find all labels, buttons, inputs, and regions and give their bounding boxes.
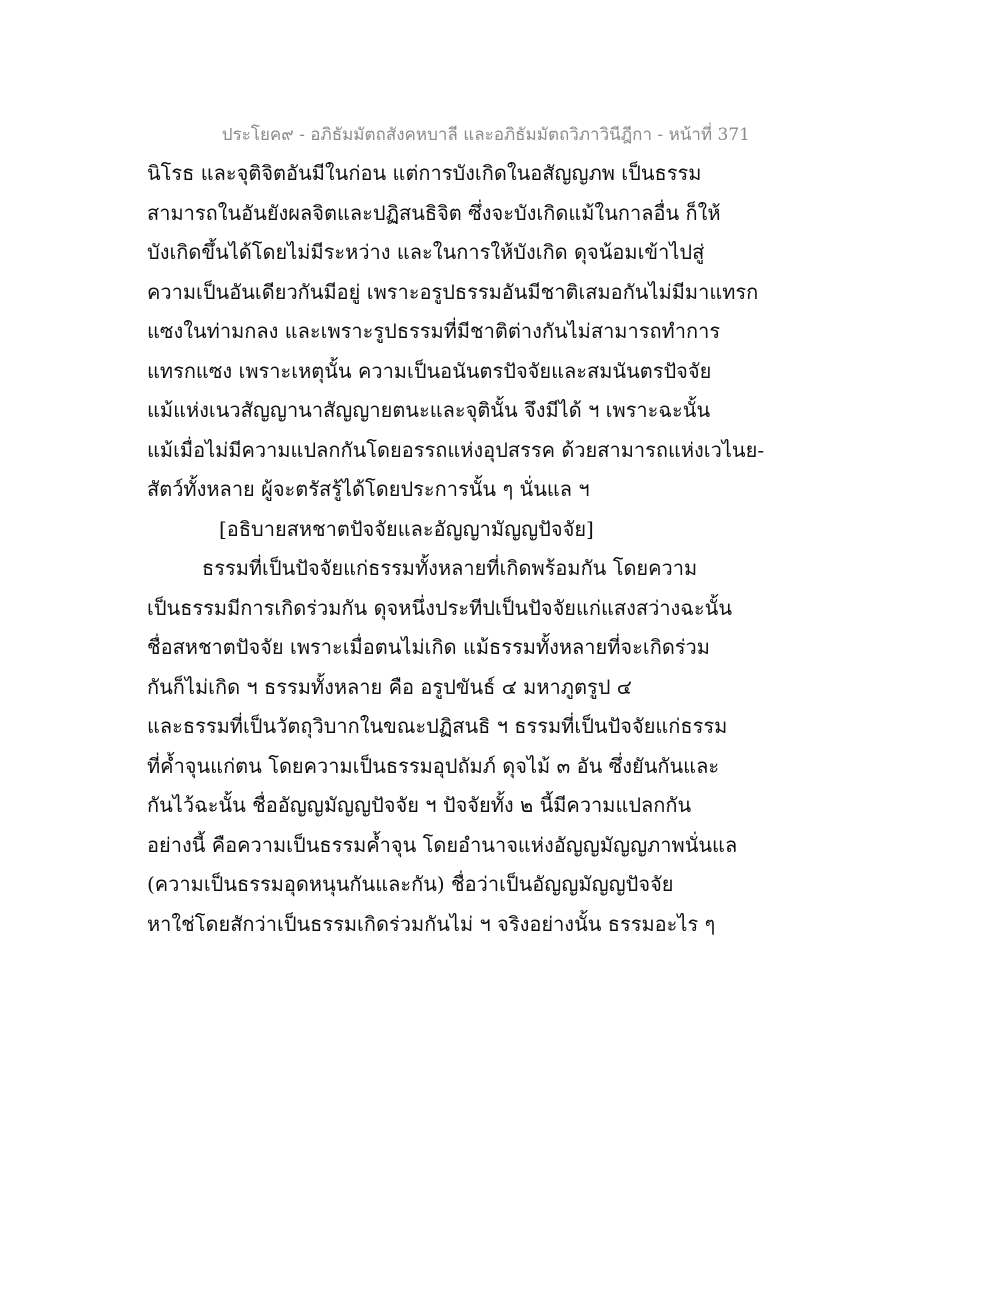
text-line: ชื่อสหชาตปัจจัย เพราะเมื่อตนไม่เกิด แม้ธรรมทั้งหลายที่จะเกิดร่วม bbox=[147, 635, 710, 659]
text-line: ที่ค้ำจุนแก่ตน โดยความเป็นธรรมอุปถัมภ์ ดุจไม้ ๓ อัน ซึ่งยันกันและ bbox=[147, 753, 720, 778]
text-line: และธรรมที่เป็นวัตถุวิบากในขณะปฏิสนธิ ฯ ธรรมที่เป็นปัจจัยแก่ธรรม bbox=[147, 714, 728, 738]
text-line: หาใช่โดยสักว่าเป็นธรรมเกิดร่วมกันไม่ ฯ จริงอย่างนั้น ธรรมอะไร ๆ bbox=[147, 911, 716, 936]
text-line: แทรกแซง เพราะเหตุนั้น ความเป็นอนันตรปัจจัยและสมนันตรปัจจัย bbox=[147, 358, 712, 383]
body-text bbox=[147, 154, 765, 944]
text-line: (ความเป็นธรรมอุดหนุนกันและกัน) ชื่อว่าเป็นอัญญมัญญปัจจัย bbox=[147, 872, 674, 896]
running-header: ประโยค๙ - อภิธัมมัตถสังคหบาลี และอภิธัมมัตถวิภาวินีฎีกา - หน้าที่ 371 bbox=[221, 125, 750, 145]
section-heading: [อธิบายสหชาตปัจจัยและอัญญามัญญปัจจัย] bbox=[219, 516, 594, 541]
text-line: เป็นธรรมมีการเกิดร่วมกัน ดุจหนึ่งประทีปเป็นปัจจัยแก่แสงสว่างฉะนั้น bbox=[147, 595, 733, 620]
text-line: กันไว้ฉะนั้น ชื่ออัญญมัญญปัจจัย ฯ ปัจจัยทั้ง ๒ นี้มีความแปลกกัน bbox=[147, 793, 692, 817]
text-line: สามารถในอันยังผลจิตและปฏิสนธิจิต ซึ่งจะบังเกิดแม้ในกาลอื่น ก็ให้ bbox=[147, 200, 721, 225]
text-line: บังเกิดขึ้นได้โดยไม่มีระหว่าง และในการให้บังเกิด ดุจน้อมเข้าไปสู่ bbox=[147, 240, 705, 264]
text-line: แซงในท่ามกลง และเพราะรูปธรรมที่มีชาติต่างกันไม่สามารถทำการ bbox=[147, 319, 721, 343]
text-line: แม้เมื่อไม่มีความแปลกกันโดยอรรถแห่งอุปสรรค ด้วยสามารถแห่งเวไนย- bbox=[147, 437, 765, 462]
text-line: ความเป็นอันเดียวกันมีอยู่ เพราะอรูปธรรมอันมีชาติเสมอกันไม่มีมาแทรก bbox=[147, 279, 759, 304]
text-line: นิโรธ และจุติจิตอันมีในก่อน แต่การบังเกิดในอสัญญภพ เป็นธรรม bbox=[147, 161, 702, 185]
text-line: สัตว์ทั้งหลาย ผู้จะตรัสรู้ได้โดยประการนั้น ๆ นั่นแล ฯ bbox=[147, 477, 590, 501]
text-line: อย่างนี้ คือความเป็นธรรมค้ำจุน โดยอำนาจแห่งอัญญมัญญภาพนั่นแล bbox=[147, 832, 738, 857]
paragraph-first-line: ธรรมที่เป็นปัจจัยแก่ธรรมทั้งหลายที่เกิดพร้อมกัน โดยความ bbox=[202, 556, 698, 580]
text-line: กันก็ไม่เกิด ฯ ธรรมทั้งหลาย คือ อรูปขันธ์ ๔ มหาภูตรูป ๔ bbox=[147, 674, 632, 699]
text-line: แม้แห่งเนวสัญญานาสัญญายตนะและจุตินั้น จึงมีได้ ฯ เพราะฉะนั้น bbox=[147, 398, 711, 422]
